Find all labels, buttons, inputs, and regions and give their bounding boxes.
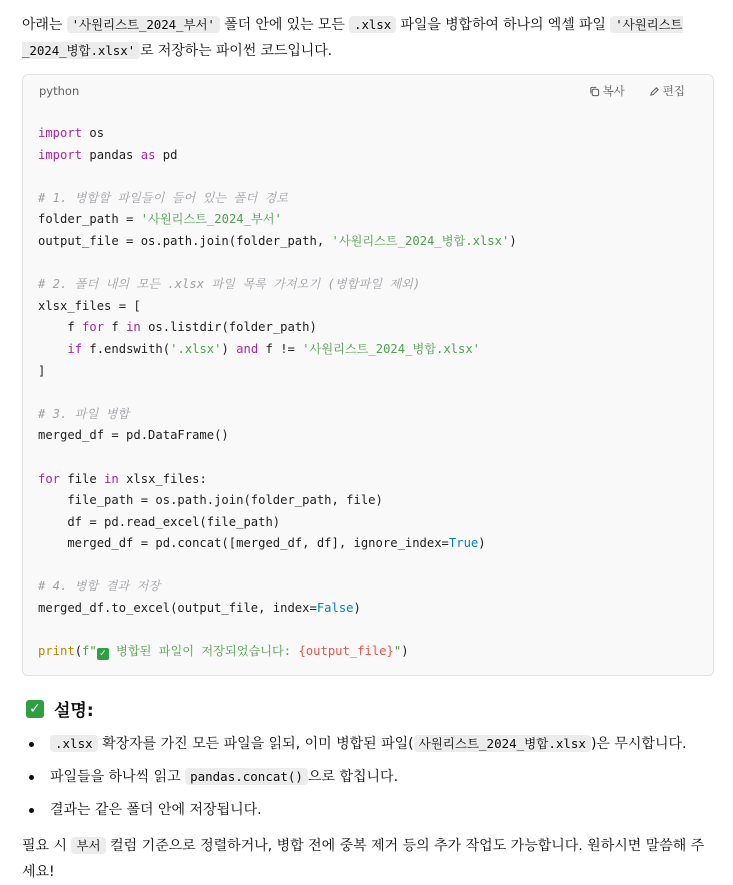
list-item-text: )은 무시합니다. [590, 736, 687, 752]
inline-code-ext: .xlsx [349, 16, 396, 33]
code-text: f [38, 320, 83, 335]
explanation-heading-text: 설명: [54, 701, 94, 721]
list-item-text: 확장자를 가진 모든 파일을 읽되, 이미 병합된 파일( [97, 736, 414, 752]
intro-text: 폴더 안에 있는 모든 [219, 17, 350, 33]
intro-text: 로 저장하는 파이썬 코드입니다. [140, 43, 332, 59]
code-text [38, 342, 67, 356]
code-string: '사원리스트_2024_병합.xlsx' [302, 341, 481, 356]
inline-code: 부서 [71, 837, 105, 854]
check-mark-button-icon: ✓ [26, 700, 44, 718]
code-keyword: in [104, 471, 119, 486]
explanation-heading [22, 696, 714, 721]
code-string: " [393, 644, 402, 659]
code-text: folder_path = [38, 212, 141, 227]
code-text: pd [155, 147, 178, 162]
code-text: xlsx_files: [118, 471, 207, 486]
code-language-label: python [39, 84, 80, 98]
inline-code-outfile: '사원리스트_2024_병합.xlsx' [22, 17, 683, 58]
code-string: '사원리스트_2024_병합.xlsx' [331, 233, 510, 248]
outro-text: 필요 시 [22, 838, 72, 854]
code-text: f [104, 320, 127, 335]
code-keyword: import [38, 147, 83, 162]
copy-button[interactable] [589, 83, 625, 99]
pencil-icon [649, 86, 660, 97]
list-item [22, 766, 714, 788]
code-text: ( [74, 644, 83, 659]
code-text: merged_df.to_excel(output_file, index= [38, 601, 317, 616]
code-text: ) [478, 536, 486, 551]
code-comment: # 2. 폴더 내의 모든 .xlsx 파일 목록 가져오기 (병합파일 제외) [38, 277, 421, 292]
code-text: merged_df = pd.concat([merged_df, df], ignore_index= [38, 536, 449, 551]
code-text: merged_df = pd.DataFrame() [38, 428, 229, 443]
code-keyword: for [82, 320, 105, 335]
code-actions [589, 83, 685, 99]
list-item-text: 결과는 같은 폴더 안에 저장됩니다. [50, 802, 262, 818]
code-text: ] [38, 363, 46, 378]
code-text: file [60, 471, 105, 486]
outro-text: 컬럼 기준으로 정렬하거나, 병합 전에 중복 제거 등의 추가 작업도 가능합니다. 원하시면 말씀해 주세요! [22, 838, 705, 880]
list-item-text: 으로 합칩니다. [307, 769, 399, 785]
code-text: ) [509, 233, 517, 248]
code-builtin: print [38, 644, 75, 659]
list-item-text: 파일들을 하나씩 읽고 [50, 769, 186, 785]
code-text: pandas [82, 147, 141, 162]
code-text: xlsx_files = [ [38, 298, 141, 313]
copy-label: 복사 [602, 84, 625, 98]
inline-code-folder: '사원리스트_2024_부서' [67, 16, 220, 33]
code-keyword: import [38, 126, 83, 140]
code-text: ) [401, 644, 409, 659]
intro-text: 파일을 병합하여 하나의 엑셀 파일 [396, 17, 611, 33]
code-text: f != [258, 341, 303, 356]
code-boolean: False [316, 601, 354, 616]
outro-paragraph [22, 833, 714, 885]
code-string: 병합된 파일이 저장되었습니다: [108, 644, 299, 659]
code-keyword: in [126, 320, 141, 335]
code-keyword: if [67, 341, 83, 356]
edit-button[interactable] [649, 83, 685, 99]
code-keyword: as [140, 147, 156, 162]
code-text: f.endswith( [82, 341, 171, 356]
code-string: f" [82, 644, 97, 659]
code-comment: # 4. 병합 결과 저장 [38, 579, 161, 594]
intro-text: 아래는 [22, 17, 67, 33]
code-comment: # 1. 병합할 파일들이 들어 있는 폴더 경로 [38, 190, 288, 205]
assistant-message [22, 0, 714, 885]
intro-paragraph [22, 12, 714, 64]
edit-label: 편집 [662, 84, 685, 98]
code-block-header [23, 75, 713, 109]
code-text: df = pd.read_excel(file_path) [38, 514, 281, 529]
code-text: ) [221, 341, 237, 356]
code-text: file_path = os.path.join(folder_path, file) [38, 493, 383, 508]
code-text: os [82, 126, 105, 140]
explanation-list [22, 733, 714, 821]
code-text: os.listdir(folder_path) [140, 320, 317, 335]
check-mark-icon: ✓ [97, 648, 109, 660]
code-substitution: {output_file} [298, 644, 394, 659]
code-keyword: and [236, 341, 259, 356]
code-block [22, 74, 714, 676]
code-text: ) [353, 601, 361, 616]
inline-code: .xlsx [50, 735, 98, 752]
copy-icon [589, 86, 600, 97]
code-content [23, 109, 713, 663]
inline-code: pandas.concat() [185, 768, 308, 785]
code-keyword: for [38, 471, 61, 486]
list-item [22, 733, 714, 755]
code-comment: # 3. 파일 병합 [38, 406, 130, 421]
code-text: output_file = os.path.join(folder_path, [38, 233, 332, 248]
code-string: '사원리스트_2024_부서' [140, 212, 282, 227]
code-string: '.xlsx' [170, 341, 222, 356]
code-boolean: True [448, 536, 479, 551]
list-item [22, 799, 714, 821]
inline-code: 사원리스트_2024_병합.xlsx [414, 735, 591, 752]
